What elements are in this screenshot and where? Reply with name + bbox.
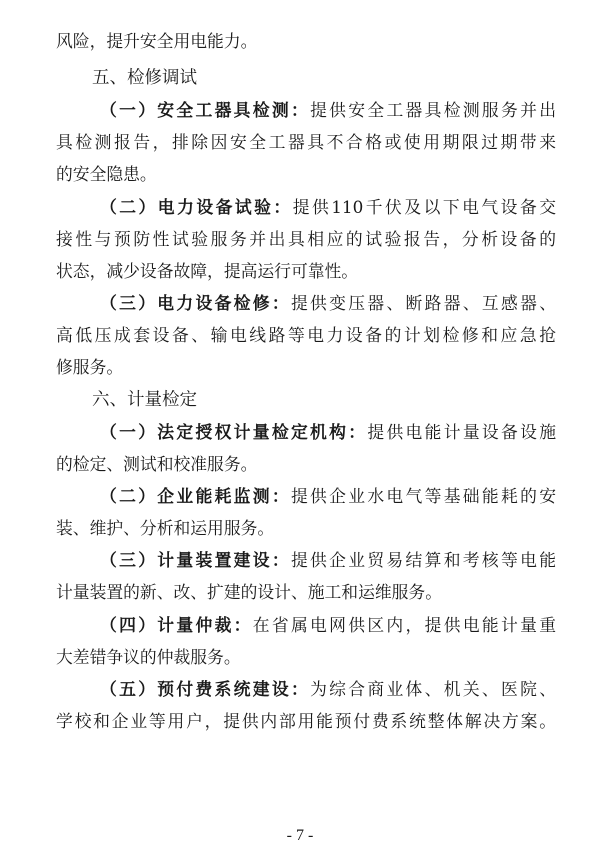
- paragraph-line: 接性与预防性试验服务并出具相应的试验报告，分析设备的: [56, 229, 556, 249]
- item-text: 提供电能计量设备设施: [367, 422, 556, 442]
- paragraph-line: 装、维护、分析和运用服务。: [56, 518, 275, 538]
- paragraph-line: [100, 615, 556, 635]
- paragraph-line: [100, 679, 556, 699]
- section-heading-6: 六、计量检定: [92, 390, 197, 410]
- paragraph-line: [100, 100, 556, 120]
- page-number: - 7 -: [286, 827, 314, 844]
- paragraph-line: [100, 197, 556, 217]
- item-text: 提供企业贸易结算和考核等电能: [290, 550, 556, 570]
- item-label: （二）企业能耗监测：: [100, 486, 291, 506]
- paragraph-line: 高低压成套设备、输电线路等电力设备的计划检修和应急抢: [56, 325, 556, 345]
- paragraph-line: 状态，减少设备故障，提高运行可靠性。: [56, 261, 359, 281]
- item-label: （三）电力设备检修：: [100, 293, 291, 313]
- item-label: （二）电力设备试验：: [100, 197, 293, 217]
- item-text: 提供安全工器具检测服务并出: [310, 100, 556, 120]
- item-text: 提供企业水电气等基础能耗的安: [290, 486, 556, 506]
- paragraph-line: 学校和企业等用户，提供内部用能预付费系统整体解决方案。: [56, 711, 556, 731]
- paragraph-line: [100, 550, 556, 570]
- item-text: 提供变压器、断路器、互感器、: [290, 293, 556, 313]
- paragraph-line: 计量装置的新、改、扩建的设计、施工和运维服务。: [56, 582, 442, 602]
- paragraph-line: 大差错争议的仲裁服务。: [56, 647, 241, 667]
- paragraph-line: 的安全隐患。: [56, 164, 157, 184]
- paragraph-line: 修服务。: [56, 357, 124, 377]
- item-label: （一）法定授权计量检定机构：: [100, 422, 368, 442]
- item-text: 在省属电网供区内，提供电能计量重: [252, 615, 556, 635]
- item-text: 提供110千伏及以下电气设备交: [292, 197, 556, 217]
- paragraph-line: [100, 486, 556, 506]
- item-label: （三）计量装置建设：: [100, 550, 291, 570]
- item-label: （五）预付费系统建设：: [100, 679, 311, 699]
- paragraph-line: [100, 293, 556, 313]
- paragraph-line: 具检测报告，排除因安全工器具不合格或使用期限过期带来: [56, 132, 556, 152]
- item-text: 为综合商业体、机关、医院、: [310, 679, 556, 699]
- item-label: （四）计量仲裁：: [100, 615, 253, 635]
- section-heading-5: 五、检修调试: [92, 68, 197, 88]
- paragraph-line: [100, 422, 556, 442]
- paragraph-line: 的检定、测试和校准服务。: [56, 454, 258, 474]
- paragraph-line: 风险，提升安全用电能力。: [56, 31, 258, 51]
- item-label: （一）安全工器具检测：: [100, 100, 311, 120]
